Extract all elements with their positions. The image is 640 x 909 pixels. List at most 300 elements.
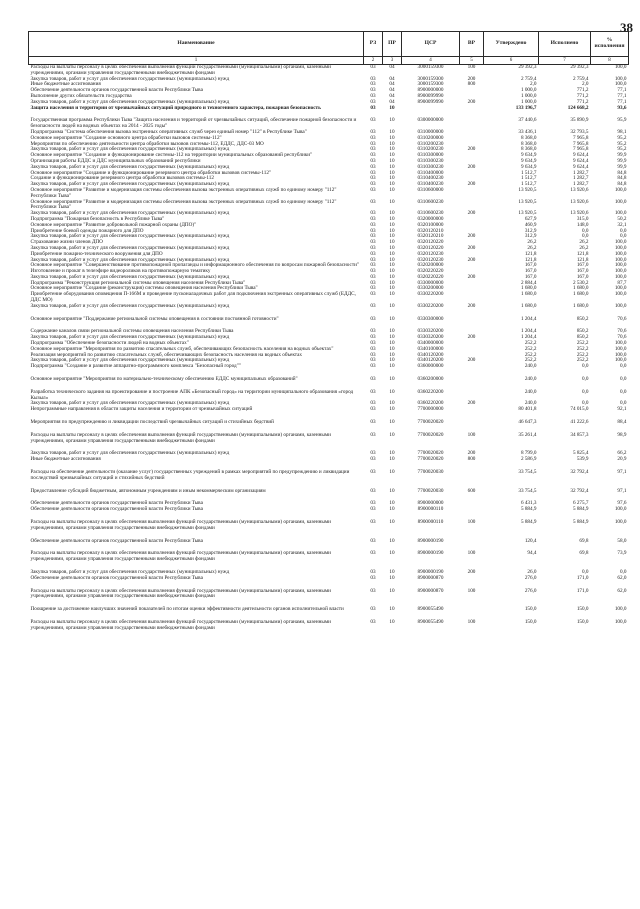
column-number: 2: [364, 57, 383, 65]
page-number: 38: [620, 20, 633, 35]
row-approved: 1 204,4: [520, 315, 537, 322]
row-executed: 7 965,8: [572, 134, 589, 141]
row-csr: 0320120220: [417, 244, 444, 251]
row-rz: 03: [370, 175, 376, 182]
row-percent: 88,4: [617, 419, 627, 426]
row-percent: 100,0: [614, 198, 627, 205]
row-csr: 7700020020: [417, 419, 444, 426]
row-percent: 0,0: [620, 233, 627, 240]
row-rz: 03: [370, 351, 376, 358]
row-csr: 0330300000: [417, 315, 444, 322]
row-name: Закупка товаров, работ и услуг для обеспечения государственных (муниципальных) нужд: [30, 273, 230, 280]
row-approved: 627,9: [524, 215, 537, 222]
row-approved: 276,0: [524, 587, 537, 594]
row-pr: 10: [389, 500, 395, 507]
row-executed: 771,2: [576, 92, 589, 99]
table-body: [29, 65, 629, 632]
row-approved: 2 759,4: [520, 75, 537, 82]
header-csr: ЦСР: [402, 32, 460, 57]
row-csr: 8900099990: [417, 92, 444, 99]
row-name: Закупка товаров, работ и услуг для обеспечения государственных (муниципальных) нужд: [30, 233, 230, 240]
header-vr: ВР: [460, 32, 484, 57]
row-executed: 252,2: [576, 345, 589, 352]
row-name: Обеспечение деятельности органов государственной власти Республики Тыва: [30, 506, 203, 513]
table-header-row: [29, 32, 629, 57]
row-rz: 03: [370, 450, 376, 457]
row-csr: 0320220220: [417, 268, 444, 275]
row-name: Основное мероприятие "Развитие и модернизация системы обеспечения вызова экстренных оперативных служб по единому номеру "112" Республики Тыва": [30, 198, 337, 211]
row-vr: 100: [467, 618, 476, 625]
row-approved: 1 680,0: [520, 291, 537, 298]
row-pr: 10: [389, 169, 395, 176]
row-rz: 03: [370, 221, 376, 228]
row-rz: 03: [370, 469, 376, 476]
row-rz: 03: [370, 618, 376, 625]
row-executed: 0,0: [582, 376, 589, 383]
row-csr: 3000159300: [417, 75, 444, 82]
row-name: Закупка товаров, работ и услуг для обеспечения государственных (муниципальных) нужд: [30, 146, 230, 153]
row-vr: [460, 413, 484, 420]
row-pr: 10: [389, 291, 395, 298]
row-csr: 0310400230: [417, 175, 444, 182]
row-vr: 100: [467, 587, 476, 594]
row-percent: 99,9: [617, 163, 627, 170]
row-percent: 100,0: [614, 64, 627, 70]
row-rz: 03: [370, 157, 376, 164]
row-rz: 03: [370, 606, 376, 613]
row-percent: 84,8: [617, 181, 627, 188]
row-rz: 03: [370, 87, 376, 94]
row-executed: 771,2: [576, 87, 589, 94]
row-approved: 150,0: [524, 618, 537, 625]
row-approved: 8 368,0: [520, 146, 537, 153]
row-percent: 66,2: [617, 450, 627, 457]
row-pr: 10: [389, 315, 395, 322]
row-approved: 80 401,8: [518, 406, 537, 413]
row-executed: 69,8: [579, 550, 589, 557]
row-pr: 04: [389, 92, 395, 99]
row-approved: 5 884,9: [520, 519, 537, 525]
row-name: Страхование жизни членов ДПО: [30, 239, 103, 246]
row-vr: 200: [467, 357, 476, 364]
row-executed: 5 884,9: [572, 519, 589, 525]
row-name: Подпрограмма "Пожарная безопасность в Республике Тыва": [30, 215, 165, 222]
row-executed: 1 282,7: [572, 169, 589, 176]
row-name: Обеспечение деятельности органов государственной власти Республики Тыва: [30, 537, 203, 544]
row-executed: 2 759,4: [572, 75, 589, 82]
row-name: Расходы на выплаты персоналу в целях обеспечения выполнения функций государственными (муниципальными) органами, казенными учреждениями, органами управления государственными внебюджетными фондами: [30, 431, 331, 444]
row-percent: 100,0: [614, 81, 627, 88]
row-approved: 8 368,0: [520, 140, 537, 147]
row-csr: 8900000870: [417, 587, 444, 594]
row-vr: 800: [467, 456, 476, 463]
row-pr: 10: [389, 568, 395, 575]
row-percent: 62,0: [617, 574, 627, 581]
row-rz: 03: [370, 244, 376, 251]
row-executed: 6 275,7: [572, 500, 589, 507]
row-rz: 03: [370, 186, 376, 193]
row-rz: 03: [370, 340, 376, 347]
row-percent: 20,9: [617, 456, 627, 463]
row-vr: 100: [467, 519, 476, 525]
row-percent: 0,0: [620, 388, 627, 395]
row-pr: 10: [389, 537, 395, 544]
row-approved: 1 000,0: [520, 87, 537, 94]
row-csr: 7700020020: [417, 450, 444, 457]
table-row: [29, 589, 629, 601]
row-vr: [460, 470, 484, 482]
row-pr: 10: [389, 134, 395, 141]
row-percent: 100,0: [614, 250, 627, 257]
row-percent: 0,0: [620, 400, 627, 407]
row-rz: 03: [370, 279, 376, 286]
header-rz: РЗ: [364, 32, 383, 57]
row-csr: 3000159300: [417, 64, 444, 70]
row-rz: 03: [370, 134, 376, 141]
row-rz: 03: [370, 302, 376, 309]
row-name: Содержание каналов связи региональной системы оповещения населения Республики Тыва: [30, 328, 234, 335]
column-number: 6: [484, 57, 539, 65]
row-name: Подпрограмма "Система обеспечения вызова экстренных оперативных служб через единый номер "112" в Республике Тыва": [30, 128, 307, 135]
row-pr: 10: [389, 140, 395, 147]
row-csr: 0320120230: [417, 256, 444, 263]
row-pr: 10: [389, 163, 395, 170]
row-name: Защита населения и территории от чрезвычайных ситуаций природного и техногенного характера, пожарная безопасность: [30, 104, 321, 111]
row-percent: 32,1: [617, 221, 627, 228]
row-pr: 10: [389, 487, 395, 494]
row-csr: 8900055490: [417, 618, 444, 625]
row-name: Создание и функционирование резервного центра обработки вызовов системы-112: [30, 175, 214, 182]
row-pr: 10: [389, 256, 395, 263]
row-percent: 84,8: [617, 169, 627, 176]
row-approved: 240,0: [524, 363, 537, 370]
row-approved: 1 512,7: [520, 175, 537, 182]
row-approved: 150,0: [524, 606, 537, 613]
row-csr: 0320120220: [417, 239, 444, 246]
table-row: [29, 433, 629, 445]
row-executed: 124 668,2: [567, 104, 589, 111]
row-executed: 32 792,4: [570, 469, 589, 476]
row-rz: 03: [370, 506, 376, 513]
row-percent: 50,2: [617, 215, 627, 222]
row-csr: 0300000000: [417, 117, 444, 124]
row-vr: 100: [467, 550, 476, 557]
row-name: Изготовление и прокат в телеэфире видеороликов на противопожарную тематику: [30, 268, 211, 275]
row-pr: 10: [389, 334, 395, 341]
row-approved: 167,0: [524, 268, 537, 275]
row-percent: 97,6: [617, 500, 627, 507]
row-approved: 460,9: [524, 221, 537, 228]
row-percent: 100,0: [614, 291, 627, 298]
row-name: Подпрограмма "Обеспечение безопасности людей на водных объектах": [30, 340, 189, 347]
row-pr: 10: [389, 376, 395, 383]
row-approved: 8 368,0: [520, 134, 537, 141]
row-pr: 10: [389, 519, 395, 525]
row-vr: 200: [467, 244, 476, 251]
row-rz: 03: [370, 334, 376, 341]
row-executed: 0,0: [582, 227, 589, 234]
row-rz: 03: [370, 262, 376, 269]
row-pr: 10: [389, 431, 395, 438]
row-executed: 7 965,8: [572, 146, 589, 153]
row-name: Основное мероприятие "Мероприятия по материально-техническому обеспечению ЕДДС муниципальных образований": [30, 376, 298, 383]
row-executed: 167,0: [576, 262, 589, 269]
row-pr: 10: [389, 146, 395, 153]
row-rz: 03: [370, 568, 376, 575]
row-pr: 10: [389, 210, 395, 217]
row-csr: 0320120210: [417, 233, 444, 240]
row-vr: 200: [467, 75, 476, 82]
row-rz: 03: [370, 215, 376, 222]
row-percent: 62,0: [617, 587, 627, 594]
row-rz: 03: [370, 198, 376, 205]
row-pr: 10: [389, 340, 395, 347]
row-pr: 10: [389, 388, 395, 395]
row-approved: 33 436,1: [518, 128, 537, 135]
row-vr: [460, 463, 484, 470]
row-csr: 0330220200: [417, 291, 444, 298]
row-percent: 95,2: [617, 146, 627, 153]
row-pr: 04: [389, 75, 395, 82]
row-executed: 252,2: [576, 351, 589, 358]
row-vr: [460, 188, 484, 200]
row-approved: 120,4: [524, 537, 537, 544]
row-executed: 1 680,0: [572, 285, 589, 292]
row-approved: 2 586,9: [520, 456, 537, 463]
row-name: Закупка товаров, работ и услуг для обеспечения государственных (муниципальных) нужд: [30, 256, 230, 263]
row-approved: 5 884,9: [520, 506, 537, 513]
row-rz: 03: [370, 104, 376, 111]
row-csr: 8900000190: [417, 568, 444, 575]
row-name: Расходы на выплаты персоналу в целях обеспечения выполнения функций государственными (муниципальными) органами, казенными учреждениями, органами управления государственными внебюджетными фондами: [30, 64, 331, 76]
row-rz: 03: [370, 227, 376, 234]
row-csr: 8900000190: [417, 550, 444, 557]
row-name: Поощрение за достижение наилучших значений показателей по итогам оценки эффективности деятельности органов исполнительной власти: [30, 606, 344, 613]
row-name: Расходы на выплаты персоналу в целях обеспечения выполнения функций государственными (муниципальными) органами, казенными учреждениями, органами управления государственными внебюджетными фондами: [30, 519, 331, 531]
row-vr: 800: [467, 81, 476, 88]
row-name: Основное мероприятие "Создание и функционирование резервного центра обработки вызовов системы-112": [30, 169, 272, 176]
row-executed: 74 015,0: [570, 406, 589, 413]
row-rz: 03: [370, 500, 376, 507]
row-percent: 99,9: [617, 152, 627, 159]
row-pr: 10: [389, 262, 395, 269]
row-executed: 771,2: [576, 98, 589, 105]
row-name: Расходы на обеспечение деятельности (оказание услуг) государственных учреждений в рамках мероприятий по предупреждению и ликвидации последствий чрезвычайных ситуаций и стихийных бедствий: [30, 469, 350, 481]
row-pr: 10: [389, 215, 395, 222]
row-approved: 33 754,5: [518, 487, 537, 494]
row-percent: 93,6: [617, 104, 627, 111]
row-rz: 03: [370, 163, 376, 170]
row-executed: 252,2: [576, 340, 589, 347]
row-executed: 26,2: [579, 244, 589, 251]
row-percent: 99,9: [617, 157, 627, 164]
row-percent: 100,0: [614, 210, 627, 217]
row-percent: 0,0: [620, 376, 627, 383]
row-percent: 100,0: [614, 519, 627, 525]
row-name: Закупка товаров, работ и услуг для обеспечения государственных (муниципальных) нужд: [30, 210, 230, 217]
row-csr: 0320100000: [417, 221, 444, 228]
row-rz: 03: [370, 574, 376, 581]
row-approved: 276,0: [524, 574, 537, 581]
table-row: [29, 470, 629, 482]
row-approved: 252,2: [524, 345, 537, 352]
row-pr: 10: [389, 198, 395, 205]
row-approved: 29 392,3: [518, 64, 537, 70]
row-pr: 10: [389, 104, 395, 111]
row-rz: 03: [370, 431, 376, 438]
row-executed: 35 890,9: [570, 117, 589, 124]
row-rz: 03: [370, 210, 376, 217]
row-approved: 6 431,3: [520, 500, 537, 507]
row-approved: 167,0: [524, 273, 537, 280]
row-rz: 03: [370, 64, 376, 70]
row-rz: 03: [370, 550, 376, 557]
row-executed: 315,0: [576, 215, 589, 222]
row-rz: 03: [370, 181, 376, 188]
row-approved: 1 680,0: [520, 302, 537, 309]
row-name: Основное мероприятие "Совершенствование противопожарной пропаганды и информационного обеспечения по вопросам пожарной безопасности": [30, 262, 359, 269]
row-pr: 10: [389, 117, 395, 124]
row-vr: 200: [467, 450, 476, 457]
row-approved: 26,2: [527, 239, 537, 246]
row-percent: 98,9: [617, 431, 627, 438]
row-percent: 0,0: [620, 568, 627, 575]
row-percent: 95,9: [617, 117, 627, 124]
row-executed: 1 282,7: [572, 181, 589, 188]
row-name: Основное мероприятие "Развитие добровольной пожарной охраны (ДПО)": [30, 221, 197, 228]
row-pr: 10: [389, 456, 395, 463]
row-pr: 10: [389, 233, 395, 240]
row-csr: 8900000190: [417, 537, 444, 544]
row-executed: 5 825,4: [572, 450, 589, 457]
row-executed: 9 624,4: [572, 163, 589, 170]
column-number: 4: [402, 57, 460, 65]
row-csr: 8900055490: [417, 606, 444, 613]
row-executed: 0,0: [582, 388, 589, 395]
row-approved: 13 920,5: [518, 198, 537, 205]
row-pr: 10: [389, 285, 395, 292]
row-rz: 03: [370, 400, 376, 407]
row-name: Организация работы ЕДДС и ДДС муниципальных образований республики: [30, 157, 201, 164]
row-name: Закупка товаров, работ и услуг для обеспечения государственных (муниципальных) нужд: [30, 244, 230, 251]
row-approved: 240,0: [524, 388, 537, 395]
row-executed: 13 920,6: [570, 186, 589, 193]
row-pr: 10: [389, 587, 395, 594]
row-percent: 100,0: [614, 262, 627, 269]
row-approved: 33 754,5: [518, 469, 537, 476]
row-executed: 29 392,3: [570, 64, 589, 70]
row-rz: 03: [370, 152, 376, 159]
row-name: Непрограммные направления в области защиты населения и территории от чрезвычайных ситуаций: [30, 406, 253, 413]
row-percent: 0,0: [620, 363, 627, 370]
row-csr: 0320200000: [417, 262, 444, 269]
row-name: Основное мероприятие "Создание основного центра обработки вызовов системы-112": [30, 134, 222, 141]
row-percent: 73,9: [617, 550, 627, 557]
row-rz: 03: [370, 357, 376, 364]
row-name: Выполнение других обязательств государства: [30, 92, 132, 99]
table-row: [29, 65, 629, 77]
row-rz: 03: [370, 146, 376, 153]
row-approved: 252,2: [524, 357, 537, 364]
row-executed: 121,8: [576, 250, 589, 257]
row-vr: 200: [467, 181, 476, 188]
row-executed: 167,0: [576, 273, 589, 280]
row-name: Иные бюджетные ассигнования: [30, 81, 101, 88]
row-csr: 0310300000: [417, 152, 444, 159]
row-approved: 312,9: [524, 227, 537, 234]
row-csr: 0310200230: [417, 146, 444, 153]
row-name: Предоставление субсидий бюджетным, автономным учреждениям и иным некоммерческим организациям: [30, 487, 266, 494]
row-pr: 10: [389, 400, 395, 407]
row-percent: 95,2: [617, 140, 627, 147]
row-rz: 03: [370, 519, 376, 525]
row-csr: 7700020030: [417, 487, 444, 494]
row-csr: 0320000000: [417, 215, 444, 222]
row-percent: 100,0: [614, 357, 627, 364]
row-csr: 0310400230: [417, 181, 444, 188]
row-percent: 97,1: [617, 487, 627, 494]
row-approved: 8 799,0: [520, 450, 537, 457]
row-pr: 10: [389, 186, 395, 193]
row-approved: 2 884,4: [520, 279, 537, 286]
row-approved: 121,8: [524, 250, 537, 257]
row-vr: 200: [467, 273, 476, 280]
row-csr: 3000159300: [417, 81, 444, 88]
row-vr: 600: [467, 487, 476, 494]
row-rz: 03: [370, 117, 376, 124]
row-executed: 1 282,7: [572, 175, 589, 182]
header-executed: Исполнено: [539, 32, 591, 57]
row-vr: [460, 322, 484, 329]
row-name: Закупка товаров, работ и услуг для обеспечения государственных (муниципальных) нужд: [30, 400, 230, 407]
row-pr: 04: [389, 81, 395, 88]
row-approved: 167,0: [524, 262, 537, 269]
row-approved: 1 000,0: [520, 92, 537, 99]
row-percent: 100,0: [614, 340, 627, 347]
row-name: Мероприятия по предупреждению и ликвидации последствий чрезвычайных ситуаций и стихийных бедствий: [30, 419, 274, 426]
row-executed: 121,8: [576, 256, 589, 263]
row-executed: 32 793,5: [570, 128, 589, 135]
row-name: Основное мероприятие "Создание и функционирование системы-112 на территории муниципальных образований республики": [30, 152, 313, 159]
row-percent: 100,0: [614, 268, 627, 275]
row-executed: 7 965,8: [572, 140, 589, 147]
row-vr: 200: [467, 233, 476, 240]
row-csr: 0340100000: [417, 345, 444, 352]
row-pr: 04: [389, 87, 395, 94]
row-vr: 200: [467, 568, 476, 575]
row-csr: 7700020020: [417, 456, 444, 463]
row-pr: 10: [389, 550, 395, 557]
row-pr: 10: [389, 244, 395, 251]
row-name: Разработка технического задания на проектирование и построение АПК «Безопасный город» на территории муниципального образования «город Кызыл»: [30, 388, 354, 401]
row-pr: 10: [389, 239, 395, 246]
row-percent: 84,8: [617, 175, 627, 182]
row-executed: 1 680,0: [572, 291, 589, 298]
row-rz: 03: [370, 363, 376, 370]
row-name: Основное мероприятие "Развитие и модернизация системы обеспечения вызова экстренных оперативных служб по единому номеру "112" Республики Тыва": [30, 186, 337, 199]
row-approved: 312,9: [524, 233, 537, 240]
row-name: Расходы на выплаты персоналу в целях обеспечения выполнения функций государственными (муниципальными) органами, казенными учреждениями, органами управления государственными внебюджетными фондами: [30, 618, 331, 631]
row-percent: 100,0: [614, 75, 627, 82]
row-executed: 850,2: [576, 315, 589, 322]
row-approved: 13 920,5: [518, 210, 537, 217]
row-name: Приобретение оборудования оповещения П-166М и проведение пусконаладочных работ для подключения экстренных оперативных служб (ЕДДС, ДДС МО): [30, 291, 356, 304]
row-rz: 03: [370, 75, 376, 82]
table-row: [29, 620, 629, 632]
row-percent: 100,0: [614, 351, 627, 358]
table-row: [29, 520, 629, 532]
row-vr: [460, 532, 484, 539]
